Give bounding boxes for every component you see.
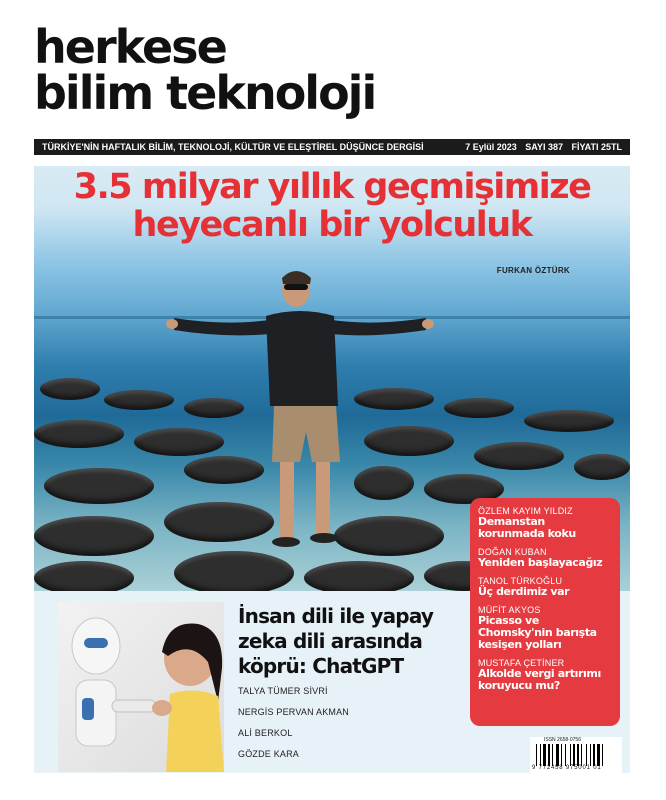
masthead-line-2: bilim teknoloji: [34, 66, 376, 120]
headline-line-2: heyecanlı bir yolculuk: [132, 205, 532, 245]
barcode-bar: [565, 744, 566, 766]
left-shoe: [272, 537, 300, 547]
tagline: TÜRKİYE'NİN HAFTALIK BİLİM, TEKNOLOJİ, KÜLTÜR VE ELEŞTİREL DÜŞÜNCE DERGİSİ: [42, 142, 424, 152]
columnist-item: [478, 506, 612, 540]
barcode-bar: [586, 744, 587, 766]
barcode-digits: 9 772458 975001: [532, 765, 591, 771]
column-title: Alkolde vergi artırımı koruyucu mu?: [478, 667, 601, 692]
right-hand: [422, 319, 434, 329]
barcode-bar: [597, 744, 600, 766]
column-title: Üç derdimiz var: [478, 585, 570, 598]
robot-arm: [112, 700, 156, 712]
feature-author: TALYA TÜMER SİVRİ: [238, 686, 328, 696]
feature-authors: [238, 686, 349, 770]
barcode-bar: [561, 744, 562, 766]
hair: [282, 271, 311, 284]
child-hand: [152, 700, 172, 716]
columnist-item: [478, 547, 612, 569]
columnist-item: [478, 576, 612, 598]
issue-price: FİYATI 25TL: [571, 142, 622, 152]
right-leg: [316, 462, 330, 534]
barcode-bar: [543, 744, 546, 766]
columnist-name: ÖZLEM KAYIM YILDIZ: [478, 506, 573, 516]
barcode-bar: [552, 744, 553, 766]
robot-chest-light: [82, 698, 94, 720]
barcode: [530, 737, 622, 773]
left-leg: [280, 462, 294, 538]
info-strip: [34, 139, 630, 155]
headline-line-1: 3.5 milyar yıllık geçmişimize: [73, 167, 591, 207]
left-hand: [166, 319, 178, 329]
robot-child-photo: [58, 602, 224, 772]
column-title: Yeniden başlayacağız: [478, 556, 603, 569]
child-shirt: [166, 690, 224, 772]
right-arm: [332, 318, 426, 335]
columnists-box: [470, 498, 620, 726]
barcode-bar: [570, 744, 571, 766]
barcode-bar: [581, 744, 582, 766]
columnist-item: [478, 658, 612, 692]
issue-number: SAYI 387: [525, 142, 563, 152]
columnist-name: MÜFİT AKYOS: [478, 605, 541, 615]
robot-visor: [84, 638, 108, 648]
barcode-bar: [593, 744, 595, 766]
feature-author: NERGİS PERVAN AKMAN: [238, 707, 349, 717]
barcode-bar: [590, 744, 591, 766]
barcode-suffix: 01: [593, 765, 602, 771]
shorts: [272, 406, 340, 462]
masthead-line-1: herkese: [34, 20, 226, 74]
barcode-bar: [602, 744, 603, 766]
robot-child-illustration: [58, 602, 224, 772]
columnist-item: [478, 605, 612, 651]
barcode-bar: [577, 744, 579, 766]
barcode-bar: [573, 744, 575, 766]
columnist-name: DOĞAN KUBAN: [478, 547, 547, 557]
issue-meta: [459, 139, 622, 155]
issn-label: ISSN 2658-0756: [544, 737, 581, 743]
barcode-bar: [556, 744, 559, 766]
sunglasses: [284, 284, 308, 290]
left-arm: [174, 318, 270, 335]
column-title: Picasso ve Chomsky'nin barışta kesişen yolları: [478, 614, 597, 651]
feature-author: GÖZDE KARA: [238, 749, 300, 759]
barcode-bar: [540, 744, 541, 766]
magazine-masthead: [34, 20, 376, 120]
feature-title: İnsan dili ile yapay zeka dili arasında köprü: ChatGPT: [238, 604, 434, 678]
issue-date: 7 Eylül 2023: [465, 142, 517, 152]
barcode-bars: [536, 744, 618, 766]
columnist-name: MUSTAFA ÇETİNER: [478, 658, 565, 668]
barcode-bar: [536, 744, 537, 766]
torso: [266, 311, 338, 406]
cover-byline: FURKAN ÖZTÜRK: [496, 266, 570, 275]
column-title: Demanstan korunmada koku: [478, 515, 576, 540]
feature-author: ALİ BERKOL: [238, 728, 293, 738]
right-shoe: [310, 533, 338, 543]
barcode-bar: [548, 744, 550, 766]
columnist-name: TANOL TÜRKOĞLU: [478, 576, 563, 586]
barcode-number: [532, 765, 601, 771]
